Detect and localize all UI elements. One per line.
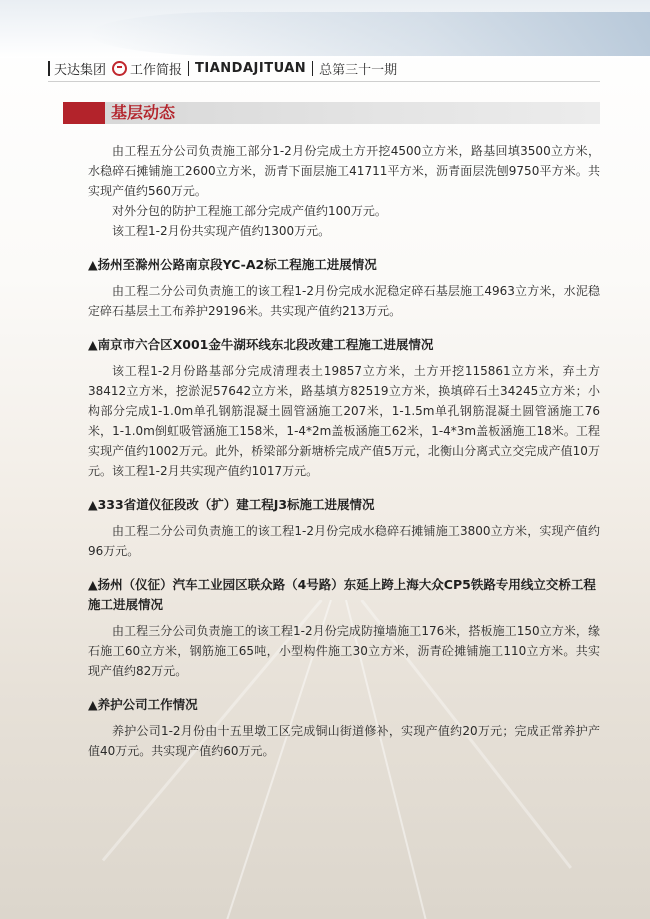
section-title-accent [63, 102, 105, 124]
section-title: 基层动态 [111, 103, 176, 122]
decorative-sweep [90, 12, 650, 56]
header-rule [48, 81, 600, 82]
top-decorative-band [0, 0, 650, 58]
item-body: 该工程1-2月份路基部分完成清理表土19857立方米，土方开挖115861立方米，弃土方38412立方米，挖淤泥57642立方米，路基填方82519立方米，换填碎石土34245立方米；小构部分完成1-1.0m单孔钢筋混凝土圆管涵施工207米，1-1.5m单孔钢筋混凝土圆管涵施工76米，1-1.0m倒虹吸管涵施工158米，1-4*2m盖板涵施工62米，1-4*3m盖板涵施工18米。工程实现产值约1002万元。此外，桥梁部分新塘桥完成产值5万元，北衡山分离式立交完成产值10万元。该工程1-2月共实现产值约1017万元。 [88, 364, 600, 478]
header-divider [312, 61, 313, 76]
publication-name: 工作简报 [130, 62, 183, 78]
english-name: TIANDAJITUAN [195, 60, 307, 76]
article-content [88, 141, 600, 761]
item-heading: ▲南京市六合区X001金牛湖环线东北段改建工程施工进展情况 [88, 337, 434, 352]
company-logo-icon [112, 61, 127, 76]
item-heading: ▲扬州至滁州公路南京段YC-A2标工程施工进展情况 [88, 257, 377, 272]
item-heading: ▲养护公司工作情况 [88, 697, 198, 712]
issue-number: 总第三十一期 [319, 62, 398, 78]
item-body: 由工程二分公司负责施工的该工程1-2月份完成水稳碎石摊铺施工3800立方米，实现产值约96万元。 [88, 524, 600, 558]
page-header [48, 58, 397, 78]
header-divider [188, 61, 189, 76]
intro-paragraph: 对外分包的防护工程施工部分完成产值约100万元。 [112, 204, 387, 218]
intro-paragraph: 由工程五分公司负责施工部分1-2月份完成土方开挖4500立方米，路基回填3500立方米，水稳碎石摊铺施工2600立方米，沥青下面层施工41711平方米，沥青面层洗刨9750平方米。共实现产值约560万元。 [88, 144, 600, 198]
item-body: 养护公司1-2月份由十五里墩工区完成铜山街道修补，实现产值约20万元；完成正常养护产值40万元。共实现产值约60万元。 [88, 724, 600, 758]
header-left-bar [48, 61, 50, 76]
section-title-bar [63, 102, 600, 124]
company-name: 天达集团 [54, 62, 107, 78]
item-body: 由工程三分公司负责施工的该工程1-2月份完成防撞墙施工176米，搭板施工150立方米，缘石施工60立方米，钢筋施工65吨，小型构件施工30立方米，沥青砼摊铺施工110立方米。共实现产值约82万元。 [88, 624, 600, 678]
item-body: 由工程二分公司负责施工的该工程1-2月份完成水泥稳定碎石基层施工4963立方米，水泥稳定碎石基层土工布养护29196米。共实现产值约213万元。 [88, 284, 600, 318]
intro-paragraph: 该工程1-2月份共实现产值约1300万元。 [112, 224, 331, 238]
item-heading: ▲扬州（仪征）汽车工业园区联众路（4号路）东延上跨上海大众CP5铁路专用线立交桥工程施工进展情况 [88, 577, 596, 612]
item-heading: ▲333省道仪征段改（扩）建工程J3标施工进展情况 [88, 497, 375, 512]
